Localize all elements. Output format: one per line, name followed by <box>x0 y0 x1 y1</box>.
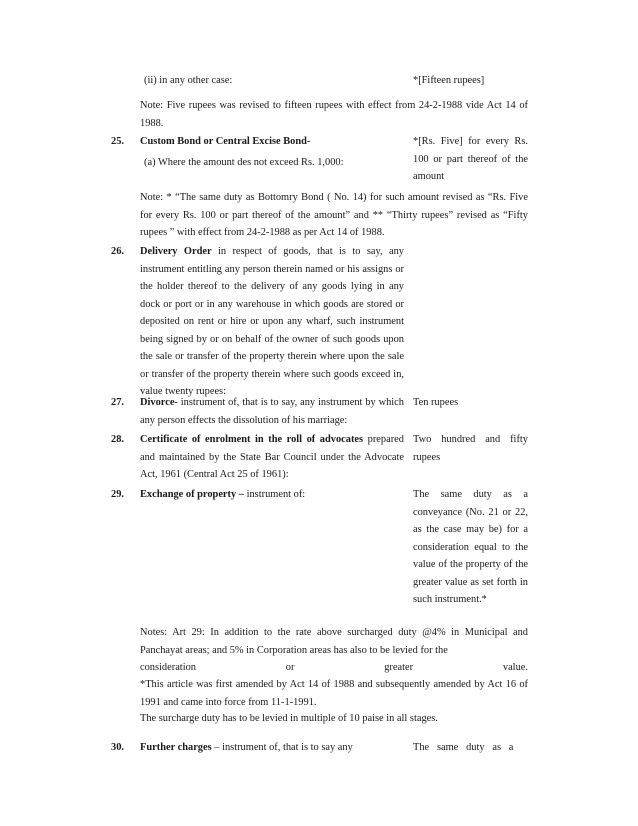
article-25-note: Note: * “The same duty as Bottomry Bond ( No. 14) for such amount revised as “Rs. Five for every Rs. 100 or part thereof of the amount” and ** “Thirty rupees” revised as “Fifty rupees ” with effect from 24-2-1988 as per Act 14 of 1988. <box>140 192 528 238</box>
article-25-sub: (a) Where the amount des not exceed Rs. 1,000: <box>144 157 344 168</box>
article-29-notes-3: *This article was first amended by Act 14 of 1988 and subsequently amended by Act 16 of 1991 and came into force from 11-1-1991. <box>140 679 528 708</box>
row-ii-label: (ii) in any other case: <box>144 75 233 86</box>
notes-word: value. <box>502 662 528 673</box>
article-26-number: 26. <box>111 246 124 257</box>
article-29-text: instrument of: <box>244 489 306 500</box>
note-ii: Note: Five rupees was revised to fifteen rupees with effect from 24-2-1988 vide Act 14 of 1988. <box>140 100 528 129</box>
article-30-rate: The same duty as a <box>413 742 514 753</box>
article-27-number: 27. <box>111 397 124 408</box>
article-27-rate: Ten rupees <box>413 397 459 408</box>
article-30-number: 30. <box>111 742 124 753</box>
article-26-title: Delivery Order <box>140 246 212 257</box>
article-27-text: instrument of, that is to say, any instrument by which any person effects the dissolution of his marriage: <box>140 397 404 426</box>
article-30-text: – instrument of, that is to say any <box>211 742 353 753</box>
article-29-description <box>140 486 305 504</box>
article-30-description <box>140 739 404 757</box>
article-27-title: Divorce- <box>140 397 178 408</box>
article-27-description <box>140 394 404 429</box>
article-25-number: 25. <box>111 136 124 147</box>
article-25-rate: *[Rs. Five] for every Rs. 100 or part thereof of the amount <box>413 136 528 182</box>
article-28-number: 28. <box>111 434 124 445</box>
article-29-notes-1: Notes: Art 29: In addition to the rate above surcharged duty @4% in Municipal and Panchayat areas; and 5% in Corporation areas has also to be levied for the <box>140 627 528 656</box>
article-29-notes-2 <box>140 659 528 677</box>
article-26-description <box>140 243 404 401</box>
article-28-description <box>140 431 404 484</box>
notes-word: or <box>285 662 295 673</box>
article-25-title: Custom Bond or Central Excise Bond- <box>140 136 311 147</box>
article-29-rate: The same duty as a conveyance (No. 21 or 22, as the case may be) for a consideration equal to the value of the property of the greater value as set forth in such instrument.* <box>413 489 528 605</box>
row-ii-rate: *[Fifteen rupees] <box>413 75 485 86</box>
article-29-number: 29. <box>111 489 124 500</box>
notes-word: greater <box>384 662 414 673</box>
article-29-notes-4: The surcharge duty has to be levied in multiple of 10 paise in all stages. <box>140 713 438 724</box>
article-30-title: Further charges <box>140 742 212 753</box>
article-28-text: prepared and maintained by the State Bar Council under the Advocate Act, 1961 (Central Act 25 of 1961): <box>140 434 404 480</box>
article-28-rate: Two hundred and fifty rupees <box>413 434 528 463</box>
notes-word: consideration <box>140 662 196 673</box>
article-28-title: Certificate of enrolment in the roll of advocates <box>140 434 364 445</box>
article-26-text: in respect of goods, that is to say, any instrument entitling any person therein named or his assigns or the holder thereof to the delivery of any goods lying in any dock or port or in any warehouse in which goods are stored or deposited on rent or hire or upon any wharf, such instrument being signed by or on behalf of the owner of such goods upon the sale or transfer of the property therein where upon the sale or transfer of the property therein where such goods exceed in, value twenty rupees: <box>140 246 404 397</box>
article-29-title: Exchange of property – <box>140 489 244 500</box>
